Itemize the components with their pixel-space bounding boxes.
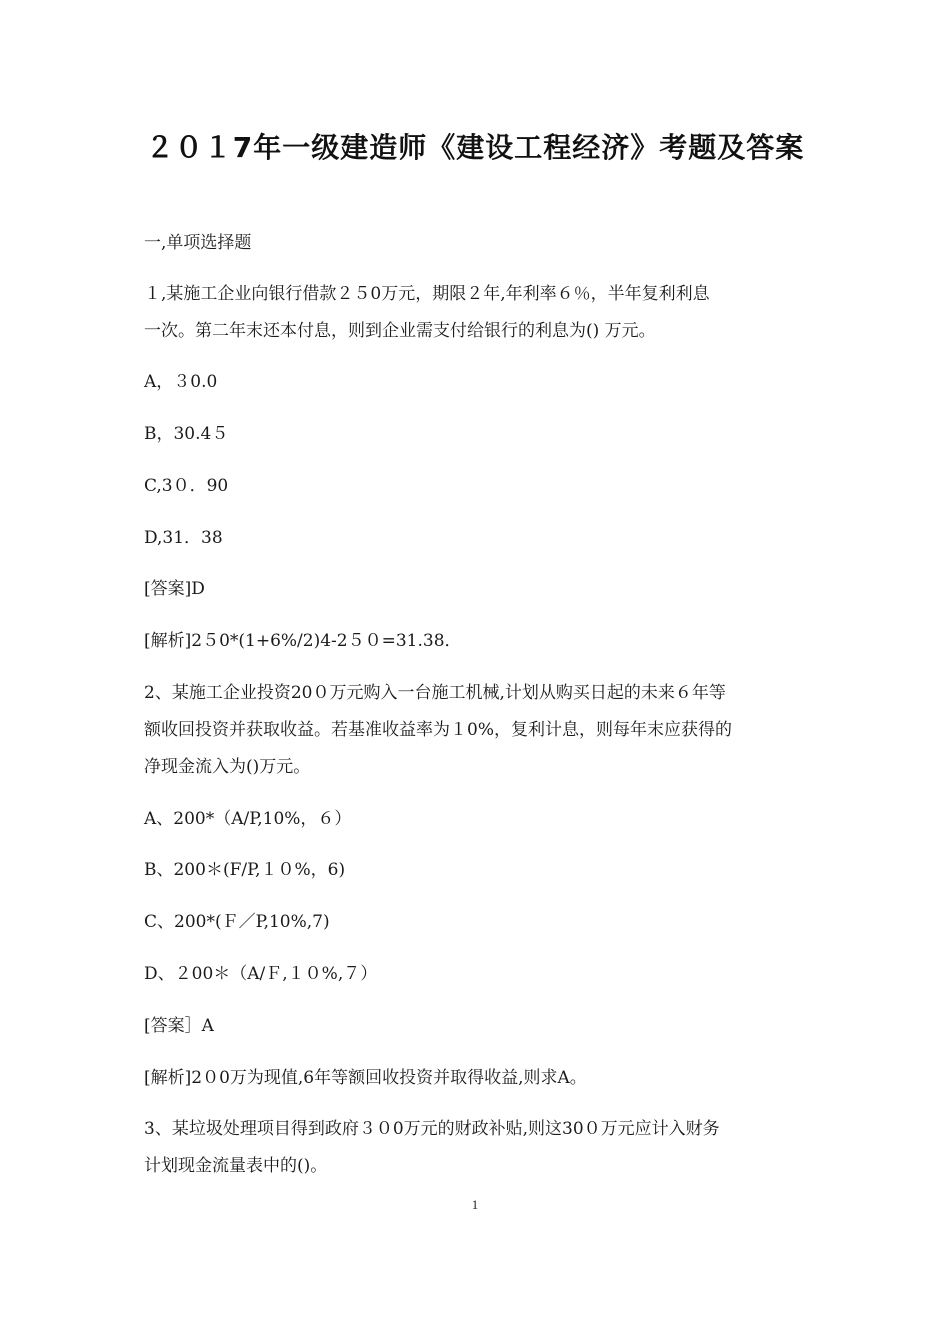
q3-stem-line1: 3、某垃圾处理项目得到政府３０0万元的财政补贴,则这30０万元应计入财务 [144, 1119, 720, 1139]
q2-option-d: D、２00＊（A/Ｆ,１０%,７） [144, 964, 378, 984]
q1-option-d: D,31．38 [144, 528, 223, 548]
page-number: 1 [471, 1197, 479, 1212]
section-heading: 一,单项选择题 [144, 233, 252, 253]
q2-stem-line2: 额收回投资并获取收益。若基准收益率为１0%，复利计息，则每年末应获得的 [144, 720, 732, 740]
q1-option-c: C,3０．90 [144, 476, 229, 496]
q1-option-a: A，３0.0 [144, 372, 218, 392]
q1-stem-line2: 一次。第二年末还本付息，则到企业需支付给银行的利息为() 万元。 [144, 321, 656, 341]
q1-option-b: B，30.4５ [144, 424, 229, 444]
q1-analysis: [解析]2５0*(1+6%/2)4-2５０=31.38． [144, 631, 462, 651]
document-title: ２０１7年一级建造师《建设工程经济》考题及答案 [145, 131, 805, 164]
q2-option-a: A、200*（A/P,10%，６） [144, 809, 352, 829]
q1-answer: [答案]D [144, 579, 205, 599]
q2-option-b: B、200＊(F/P,１０%，6) [144, 860, 346, 880]
q2-option-c: C、200*(Ｆ／P,10%,7) [144, 912, 330, 932]
q2-stem-line3: 净现金流入为()万元。 [144, 757, 311, 777]
q2-answer: [答案］A [144, 1016, 214, 1036]
q3-stem-line2: 计划现金流量表中的()。 [144, 1156, 328, 1176]
q1-stem-line1: １,某施工企业向银行借款２５0万元，期限２年,年利率６％，半年复利利息 [144, 284, 710, 304]
q2-analysis: [解析]2０0万为现值,6年等额回收投资并取得收益,则求A。 [144, 1068, 587, 1088]
q2-stem-line1: 2、某施工企业投资20０万元购入一台施工机械,计划从购买日起的未来６年等 [144, 683, 726, 703]
